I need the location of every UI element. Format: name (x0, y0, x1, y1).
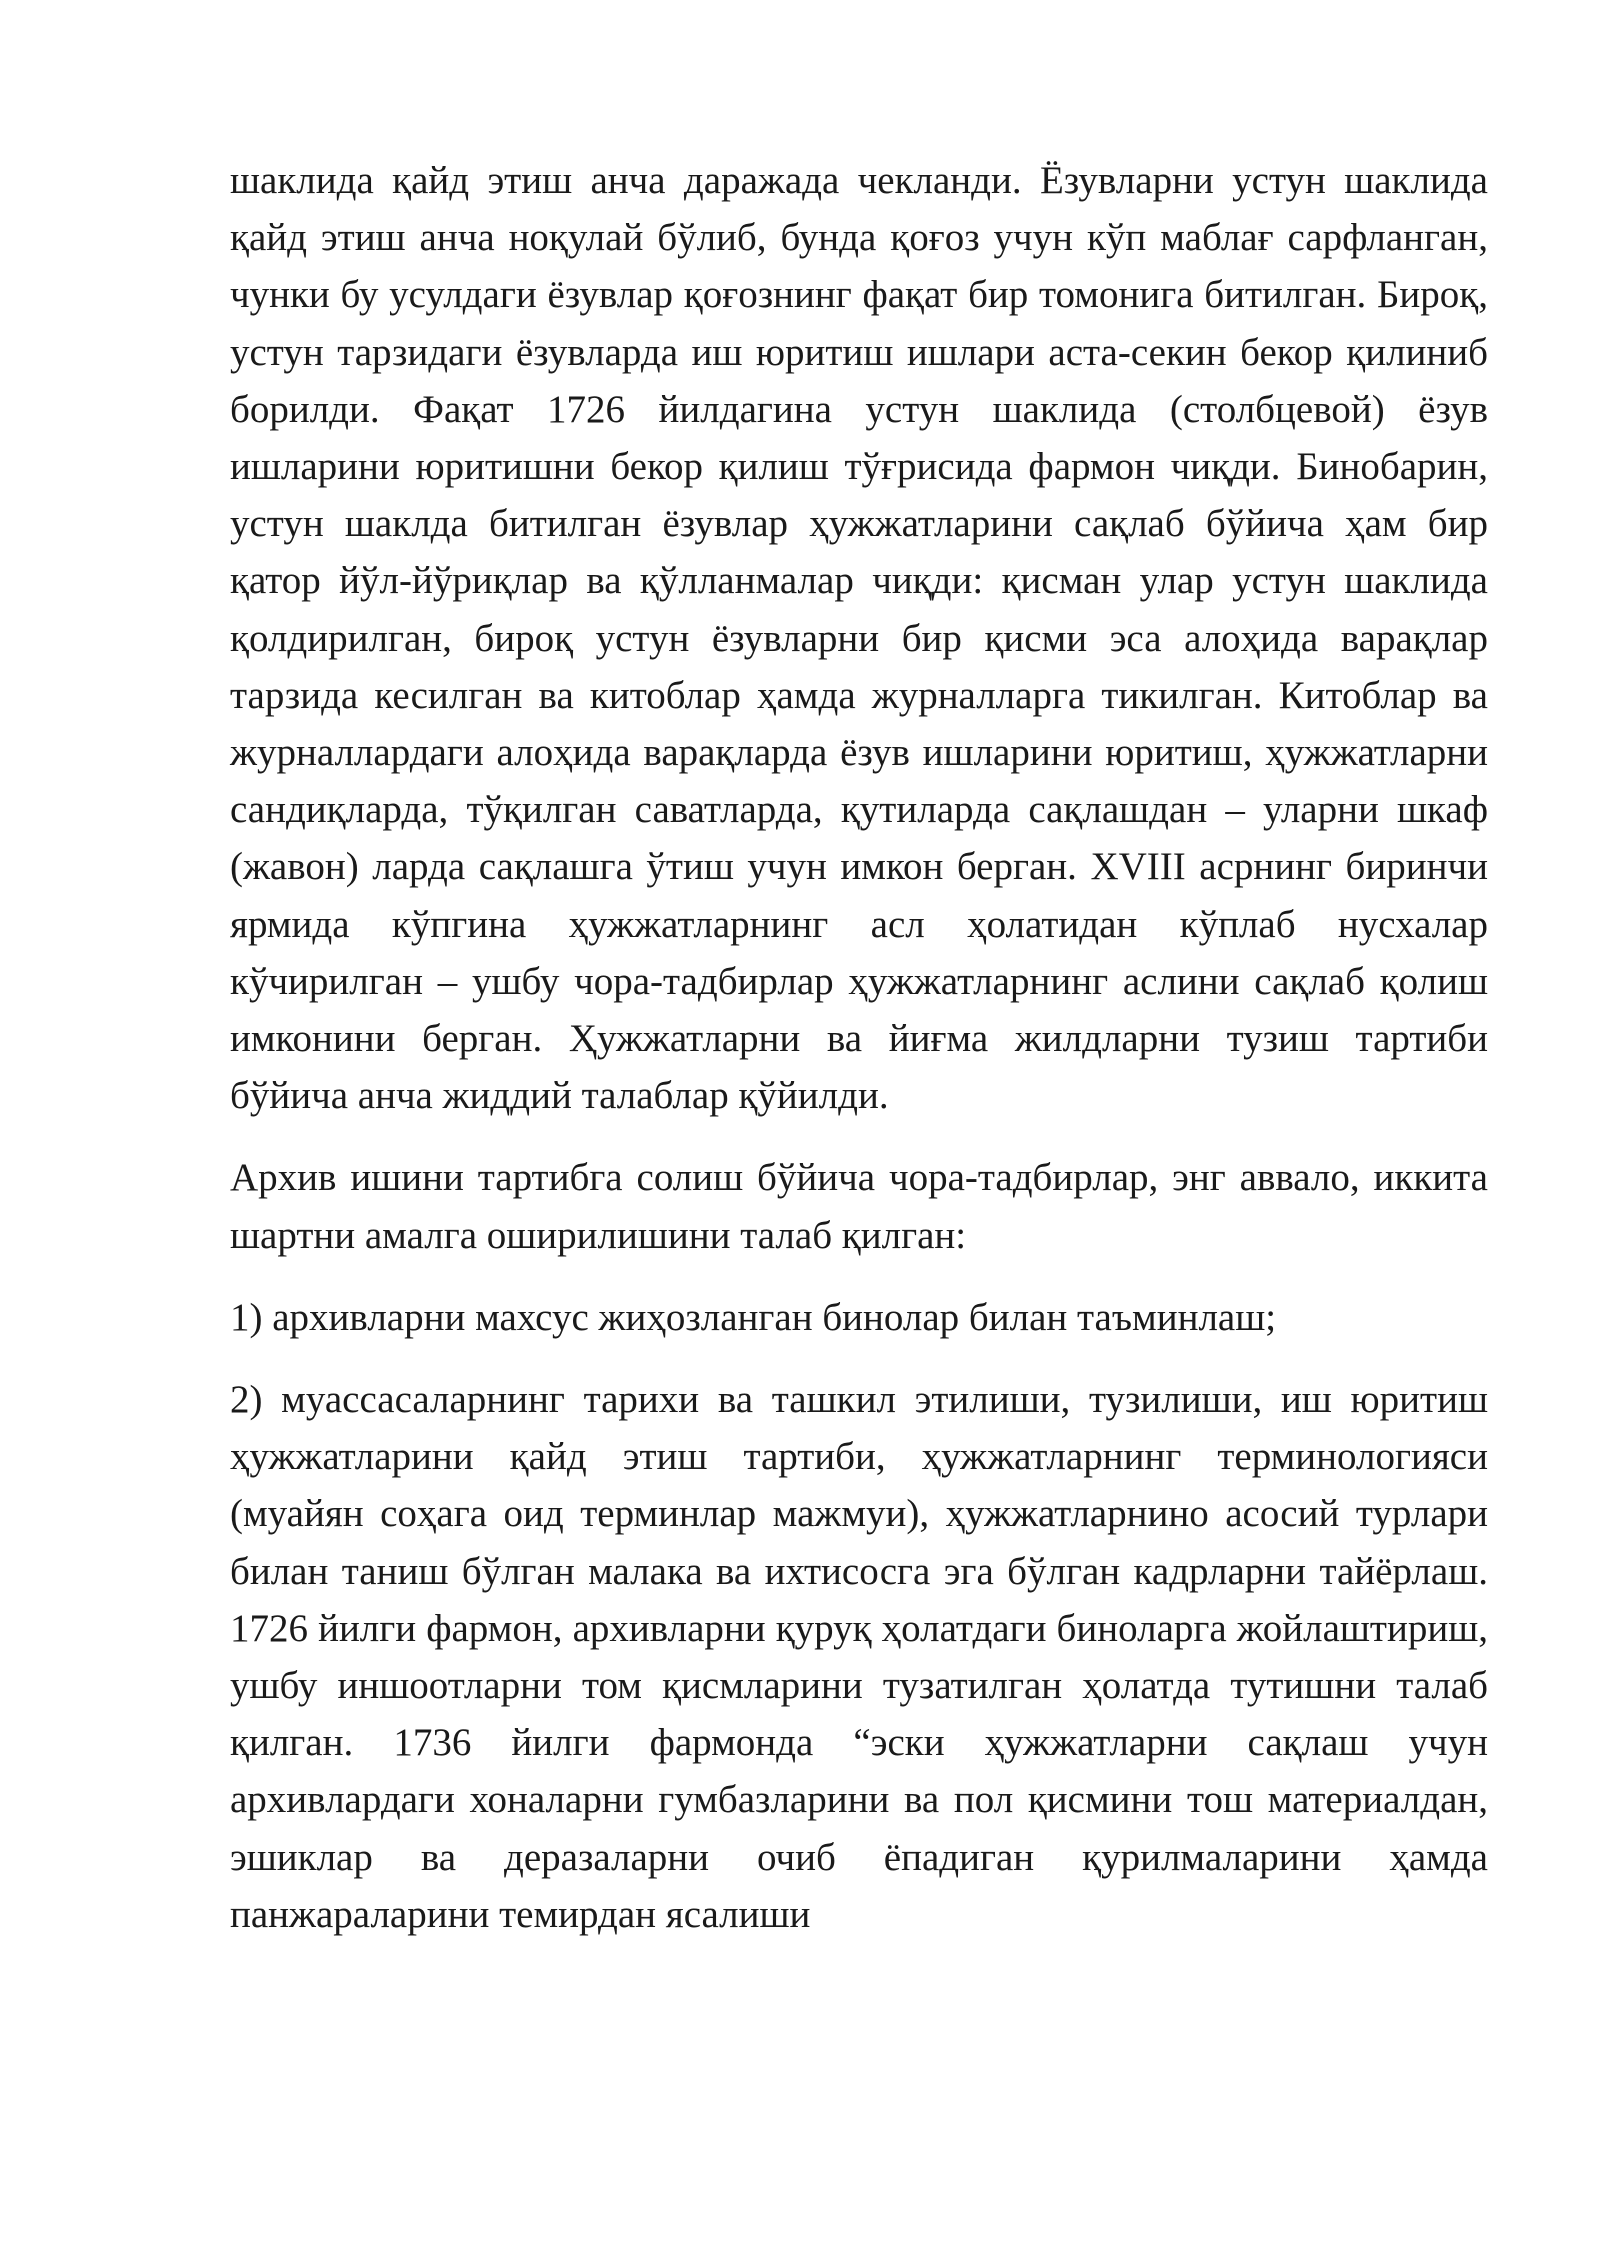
paragraph-archive-history: шаклида қайд этиш анча даражада чекланди. Ёзувларни устун шаклида қайд этиш анча ноқулай бўлиб, бунда қоғоз учун кўп маблағ сарфланган, чунки бу усулдаги ёзувлар қоғознинг фақат бир томонига битилган. Бироқ, устун тарзидаги ёзувларда иш юритиш ишлари аста-секин бекор қилиниб борилди. Фақат 1726 йилдагина устун шаклида (столбцевой) ёзув ишларини юритишни бекор қилиш тўғрисида фармон чиқди. Бинобарин, устун шаклда битилган ёзувлар ҳужжатларини сақлаб бўйича ҳам бир қатор йўл-йўриқлар ва қўлланмалар чиқди: қисман улар устун шаклида қолдирилган, бироқ устун ёзувларни бир қисми эса алоҳида варақлар тарзида кесилган ва китоблар ҳамда журналларга тикилган. Китоблар ва журналлардаги алоҳида варақларда ёзув ишларини юритиш, ҳужжатларни сандиқларда, тўқилган саватларда, қутиларда сақлашдан – уларни шкаф (жавон) ларда сақлашга ўтиш учун имкон берган. XVIII асрнинг биринчи ярмида кўпгина ҳужжатларнинг асл ҳолатидан кўплаб нусхалар кўчирилган – ушбу чора-тадбирлар ҳужжатларнинг аслини сақлаб қолиш имконини берган. Ҳужжатларни ва йиғма жилдларни тузиш тартиби бўйича анча жиддий талаблар қўйилди. (230, 159, 1488, 1118)
paragraph-archive-measures: Архив ишини тартибга солиш бўйича чора-тадбирлар, энг аввало, иккита шартни амалга оширилишини талаб қилган: (230, 1156, 1488, 1257)
list-item-2: 2) муассасаларнинг тарихи ва ташкил этилиши, тузилиши, иш юритиш ҳужжатларини қайд этиш тартиби, ҳужжатларнинг терминологияси (муайян соҳага оид терминлар мажмуи), ҳужжатларнино асосий турлари билан таниш бўлган малака ва ихтисосга эга бўлган кадрларни тайёрлаш. 1726 йилги фармон, архивларни қуруқ ҳолатдаги биноларга жойлаштириш, ушбу иншоотларни том қисмларини тузатилган ҳолатда тутишни талаб қилган. 1736 йилги фармонда “эски ҳужжатларни сақлаш учун архивлардаги хоналарни гумбазларини ва пол қисмини тош материалдан, эшиклар ва деразаларни очиб ёпадиган қурилмаларини ҳамда панжараларини темирдан ясалиши (230, 1378, 1488, 1936)
document-body (230, 152, 1488, 1943)
list-item-1: 1) архивларни махсус жиҳозланган бинолар билан таъминлаш; (230, 1295, 1277, 1339)
